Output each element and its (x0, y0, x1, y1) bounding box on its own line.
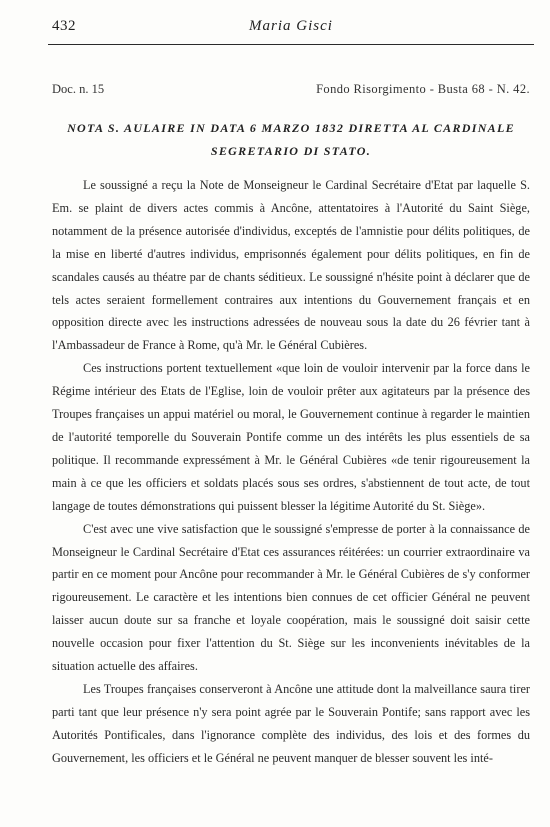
paragraph-1: Le soussigné a reçu la Note de Monseigneur le Cardinal Secrétaire d'Etat par laquelle S. Em. se plaint de divers actes commis à Ancône, attentatoires à l'Autorité du Saint Siège, notamment de la présence autorisée d'individus, exceptés de l'amnistie pour délits politiques, de la mise en liberté d'autres individus, emprisonnés également pour délits politiques, en fin de scandales causés au théatre par de chants séditieux. Le soussigné n'hésite point à déclarer que de tels actes seraient formellement contraires aux intentions du Gouvernement français et en opposition directe avec les instructions adressées de nouveau sous la date du 26 février tant à l'Ambassadeur de France à Rome, qu'à Mr. le Général Cubières. (52, 178, 530, 353)
paragraph-4: Les Troupes françaises conserveront à Ancône une attitude dont la malveillance saura tirer parti tant que leur présence n'y sera point agrée par le Souverain Pontife; sans rapport avec les Autorités Pontificales, dans l'ignorance complète des individus, des lois et des formes du Gouvernement, les officiers et le Général ne peuvent manquer de blesser souvent les inté- (52, 681, 530, 765)
title-line-2: SEGRETARIO DI STATO. (210, 144, 372, 158)
document-number: Doc. n. 15 (52, 82, 105, 96)
archive-source: Fondo Risorgimento - Busta 68 - N. 42. (316, 82, 530, 96)
page-header (52, 18, 530, 40)
page-number: 432 (52, 18, 76, 34)
paragraph-2: Ces instructions portent textuellement «que loin de vouloir intervenir par la force dans le Régime intérieur des Etats de l'Eglise, loin de vouloir prêter aux agitateurs par la présence des Troupes françaises un appui matériel ou moral, le Gouvernement continue à regarder le maintien de l'autorité temporelle du Souverain Pontife comme un des intérêts les plus essentiels de sa politique. Il recommande expressément à Mr. le Général Cubières «de tenir rigoureusement la main à ce que les officiers et soldats placés sous ses ordres, s'abstiennent de tout acte, de tout langage de toutes démonstrations qui puissent blesser la légitime Autorité du St. Siège». (52, 361, 530, 513)
running-title: Maria Gisci (249, 18, 333, 34)
title-line-1: NOTA S. AULAIRE IN DATA 6 MARZO 1832 DIRETTA AL CARDINALE (67, 121, 515, 135)
header-rule (48, 44, 534, 45)
document-body (52, 174, 530, 770)
document-title (52, 117, 530, 163)
paragraph-3: C'est avec une vive satisfaction que le soussigné s'empresse de porter à la connaissance de Monseigneur le Cardinal Secrétaire d'Etat ces assurances réitérées: un courrier extraordinaire va partir en ce moment pour Ancône pour recommander à Mr. le Général Cubières de s'y conformer rigoureusement. Le caractère et les intentions bien connues de cet officier Général ne peuvent laisser aucun doute sur sa franche et loyale coopération, mais le soussigné doit saisir cette nouvelle occasion pour fixer l'attention du St. Siège sur les inconvenients inévitables de la situation actuelle des affaires. (52, 521, 530, 674)
